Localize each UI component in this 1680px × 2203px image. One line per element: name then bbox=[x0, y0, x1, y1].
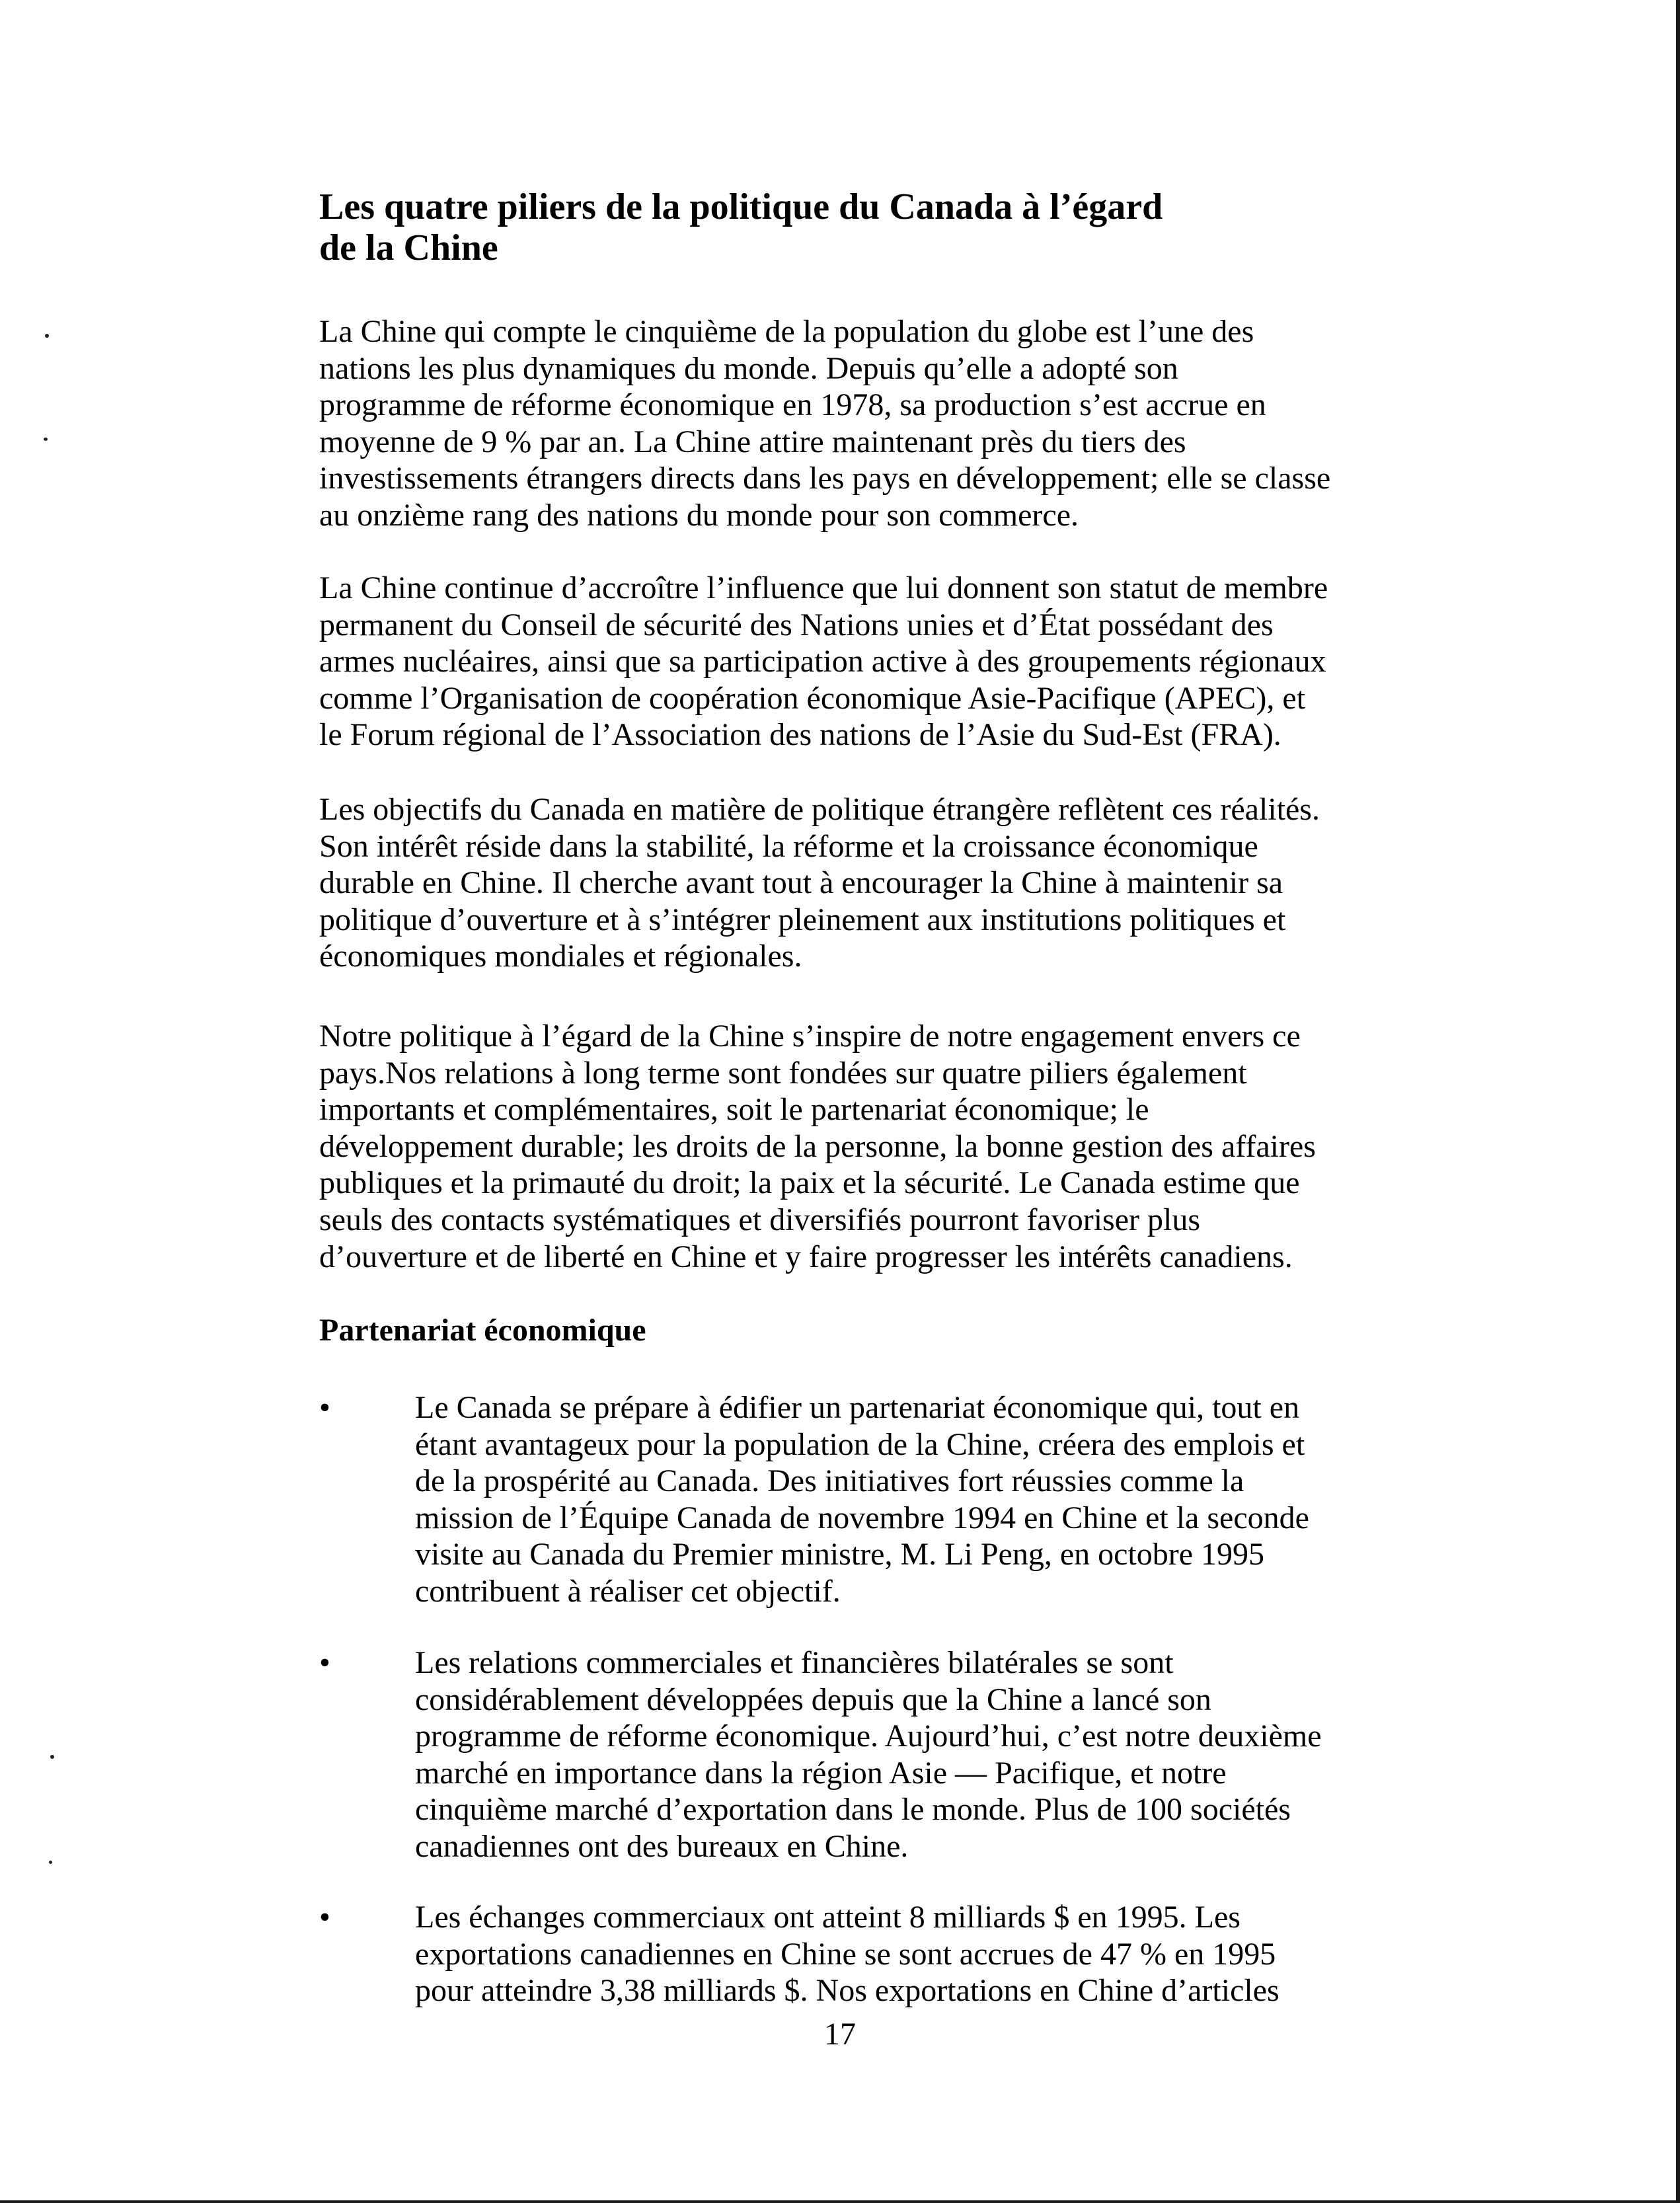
paragraph-line: publiques et la primauté du droit; la paix et la sécurité. Le Canada estime que bbox=[319, 1165, 1300, 1201]
bullet-line: Le Canada se prépare à édifier un partenariat économique qui, tout en bbox=[415, 1390, 1300, 1425]
paragraph-line: permanent du Conseil de sécurité des Nations unies et d’État possédant des bbox=[319, 607, 1274, 642]
title-line: Les quatre piliers de la politique du Canada à l’égard bbox=[319, 186, 1163, 227]
page-number: 17 bbox=[824, 2017, 856, 2052]
paragraph-line: La Chine qui compte le cinquième de la population du globe est l’une des bbox=[319, 314, 1254, 349]
bullet-line: marché en importance dans la région Asie — Pacifique, et notre bbox=[415, 1755, 1227, 1791]
scan-edge-right bbox=[1676, 0, 1680, 2203]
scan-speck bbox=[49, 1861, 52, 1864]
bullet-marker: • bbox=[319, 1390, 330, 1425]
bullet-line: cinquième marché d’exportation dans le monde. Plus de 100 sociétés bbox=[415, 1792, 1291, 1828]
paragraph-line: investissements étrangers directs dans les pays en développement; elle se classe bbox=[319, 461, 1331, 496]
paragraph-line: Notre politique à l’égard de la Chine s’inspire de notre engagement envers ce bbox=[319, 1019, 1301, 1054]
bullet-line: Les relations commerciales et financières bilatérales se sont bbox=[415, 1645, 1174, 1680]
bullet-line: canadiennes ont des bureaux en Chine. bbox=[415, 1828, 909, 1864]
paragraph-policy bbox=[319, 1018, 1482, 1275]
bullet-line: exportations canadiennes en Chine se sont accrues de 47 % en 1995 bbox=[415, 1936, 1276, 1972]
paragraph-line: nations les plus dynamiques du monde. Depuis qu’elle a adopté son bbox=[319, 350, 1178, 386]
paragraph-line: La Chine continue d’accroître l’influence que lui donnent son statut de membre bbox=[319, 570, 1328, 605]
paragraph-line: Son intérêt réside dans la stabilité, la réforme et la croissance économique bbox=[319, 828, 1258, 864]
paragraph-line: seuls des contacts systématiques et diversifiés pourront favoriser plus bbox=[319, 1202, 1201, 1237]
paragraph-line: au onzième rang des nations du monde pour son commerce. bbox=[319, 497, 1079, 533]
scan-speck bbox=[45, 334, 49, 338]
paragraph-line: moyenne de 9 % par an. La Chine attire maintenant près du tiers des bbox=[319, 424, 1186, 459]
bullet-line: contribuent à réaliser cet objectif. bbox=[415, 1573, 841, 1609]
bullet-line: mission de l’Équipe Canada de novembre 1994 en Chine et la seconde bbox=[415, 1500, 1309, 1535]
paragraph-objectives bbox=[319, 791, 1482, 975]
paragraph-line: politique d’ouverture et à s’intégrer pleinement aux institutions politiques et bbox=[319, 902, 1286, 937]
paragraph-line: importants et complémentaires, soit le partenariat économique; le bbox=[319, 1092, 1149, 1128]
title-line: de la Chine bbox=[319, 227, 498, 268]
bullet-line: pour atteindre 3,38 milliards $. Nos exportations en Chine d’articles bbox=[415, 1973, 1279, 2009]
scan-edge-bottom bbox=[0, 2200, 1680, 2203]
bullet-text bbox=[415, 1389, 1499, 1610]
bullet-text bbox=[415, 1899, 1499, 2009]
paragraph-line: comme l’Organisation de coopération économique Asie-Pacifique (APEC), et bbox=[319, 680, 1306, 716]
bullet-line: Les échanges commerciaux ont atteint 8 milliards $ en 1995. Les bbox=[415, 1900, 1241, 1935]
paragraph-line: durable en Chine. Il cherche avant tout à encourager la Chine à maintenir sa bbox=[319, 865, 1283, 901]
paragraph-line: le Forum régional de l’Association des nations de l’Asie du Sud-Est (FRA). bbox=[319, 717, 1281, 753]
paragraph-line: Les objectifs du Canada en matière de politique étrangère reflètent ces réalités. bbox=[319, 792, 1320, 827]
bullet-line: de la prospérité au Canada. Des initiatives fort réussies comme la bbox=[415, 1463, 1244, 1499]
paragraph-influence bbox=[319, 570, 1482, 754]
bullet-text bbox=[415, 1644, 1499, 1865]
bullet-marker: • bbox=[319, 1645, 330, 1680]
paragraph-line: économiques mondiales et régionales. bbox=[319, 939, 802, 974]
paragraph-line: programme de réforme économique en 1978, sa production s’est accrue en bbox=[319, 387, 1266, 423]
scan-speck bbox=[50, 1755, 54, 1759]
bullet-line: programme de réforme économique. Aujourd’hui, c’est notre deuxième bbox=[415, 1719, 1322, 1754]
bullet-marker: • bbox=[319, 1900, 330, 1935]
bullet-line: considérablement développées depuis que la Chine a lancé son bbox=[415, 1681, 1211, 1717]
section-heading: Partenariat économique bbox=[319, 1313, 646, 1348]
scan-speck bbox=[44, 438, 48, 441]
paragraph-line: développement durable; les droits de la personne, la bonne gestion des affaires bbox=[319, 1128, 1316, 1164]
paragraph-intro bbox=[319, 313, 1482, 534]
page-title bbox=[319, 186, 1509, 268]
bullet-line: étant avantageux pour la population de la Chine, créera des emplois et bbox=[415, 1426, 1305, 1462]
paragraph-line: d’ouverture et de liberté en Chine et y faire progresser les intérêts canadiens. bbox=[319, 1239, 1293, 1274]
bullet-line: visite au Canada du Premier ministre, M. Li Peng, en octobre 1995 bbox=[415, 1537, 1265, 1572]
paragraph-line: armes nucléaires, ainsi que sa participation active à des groupements régionaux bbox=[319, 644, 1326, 679]
paragraph-line: pays.Nos relations à long terme sont fondées sur quatre piliers également bbox=[319, 1055, 1247, 1091]
